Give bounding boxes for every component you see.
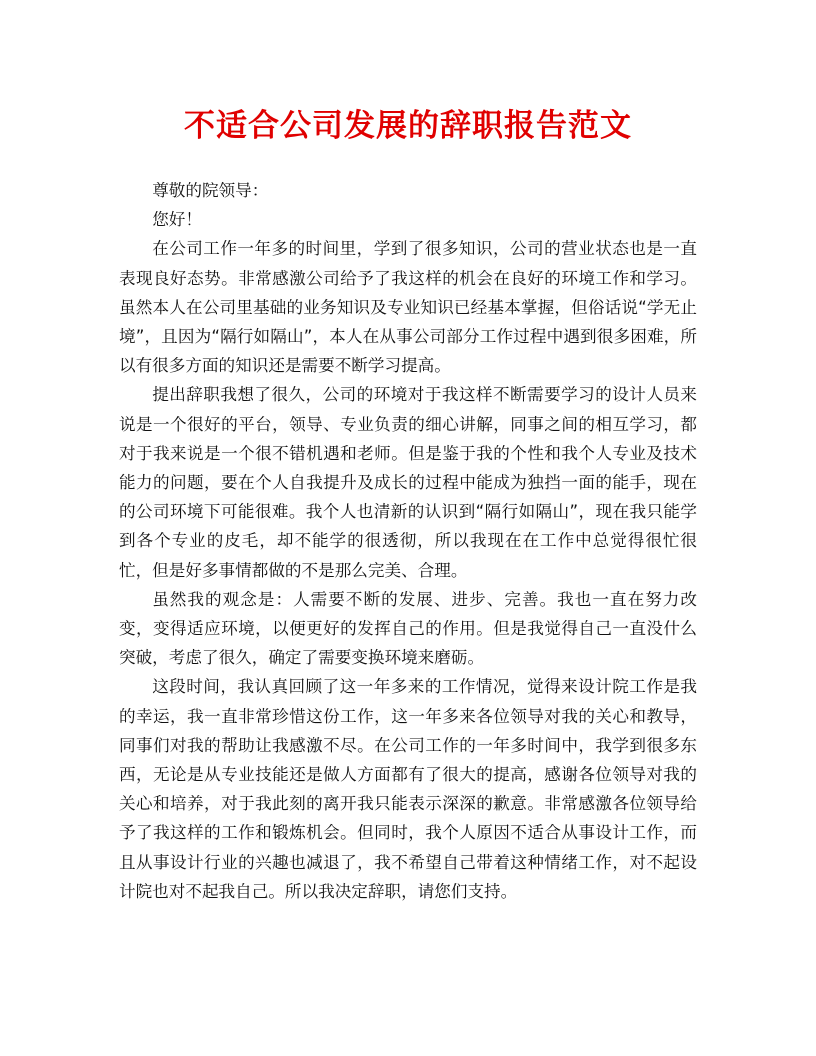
paragraph-4: 这段时间，我认真回顾了这一年多来的工作情况，觉得来设计院工作是我的幸运，我一直非常珍惜这份工作，这一年多来各位领导对我的关心和教导，同事们对我的帮助让我感激不尽。在公司工作的一年多时间中，我学到很多东西，无论是从专业技能还是做人方面都有了很大的提高，感谢各位领导对我的关心和培养，对于我此刻的离开我只能表示深深的歉意。非常感激各位领导给予了我这样的工作和锻炼机会。但同时，我个人原因不适合从事设计工作，而且从事设计行业的兴趣也减退了，我不希望自己带着这种情绪工作，对不起设计院也对不起我自己。所以我决定辞职，请您们支持。 (119, 677, 697, 901)
document-body (119, 176, 697, 906)
paragraph-3: 虽然我的观念是：人需要不断的发展、进步、完善。我也一直在努力改变，变得适应环境，以便更好的发挥自己的作用。但是我觉得自己一直没什么突破，考虑了很久，确定了需要变换环境来磨砺。 (119, 589, 697, 668)
paragraph-1: 在公司工作一年多的时间里，学到了很多知识，公司的营业状态也是一直表现良好态势。非常感激公司给予了我这样的机会在良好的环境工作和学习。虽然本人在公司里基础的业务知识及专业知识已经基本掌握，但俗话说“学无止境”，且因为“隔行如隔山”，本人在从事公司部分工作过程中遇到很多困难，所以有很多方面的知识还是需要不断学习提高。 (119, 239, 697, 376)
paragraph-2: 提出辞职我想了很久，公司的环境对于我这样不断需要学习的设计人员来说是一个很好的平台，领导、专业负责的细心讲解，同事之间的相互学习，都对于我来说是一个很不错机遇和老师。但是鉴于我的个性和我个人专业及技术能力的问题，要在个人自我提升及成长的过程中能成为独挡一面的能手，现在的公司环境下可能很难。我个人也清新的认识到“隔行如隔山”，现在我只能学到各个专业的皮毛，却不能学的很透彻，所以我现在在工作中总觉得很忙很忙，但是好多事情都做的不是那么完美、合理。 (119, 385, 697, 580)
greeting: 您好！ (152, 210, 202, 230)
salutation: 尊敬的院领导： (152, 181, 269, 200)
document-title: 不适合公司发展的辞职报告范文 (184, 108, 632, 144)
